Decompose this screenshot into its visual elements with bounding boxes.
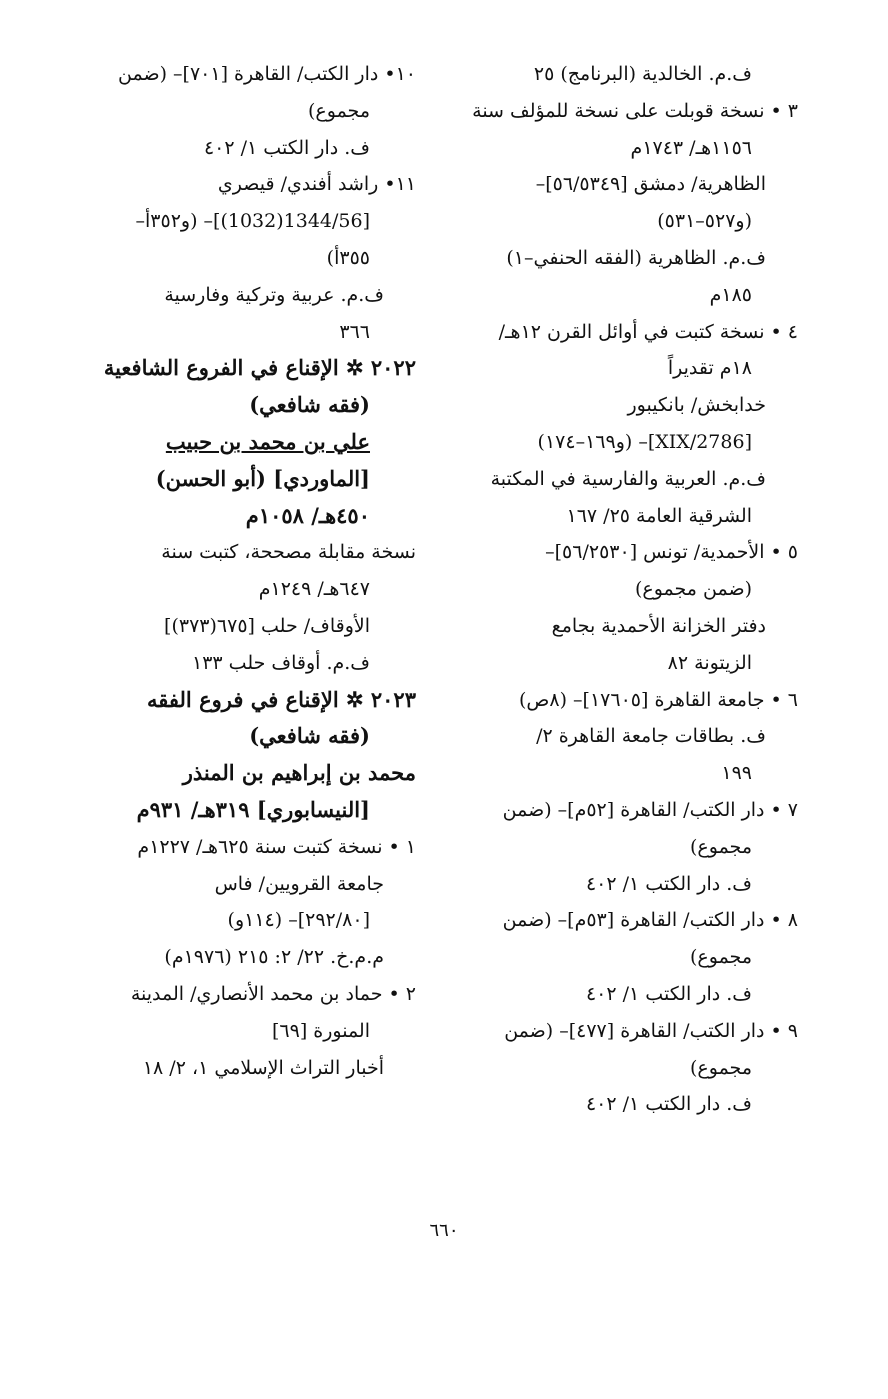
text-line: المنورة [٦٩] (271, 1019, 370, 1042)
text-line: ٣٦٦ (339, 320, 370, 343)
text-line: ١٨م تقديراً (667, 357, 752, 380)
text-line: [٢٩٢/٨٠]– (١١٤و) (227, 909, 370, 932)
text-line: ٨ • دار الكتب/ القاهرة [٥٣م]– (ضمن (502, 909, 798, 932)
entry-heading-line: (فقه شافعي) (249, 723, 370, 749)
entry-heading-line: [الماوردي] (أبو الحسن) (155, 465, 370, 491)
text-line: دفتر الخزانة الأحمدية بجامع (551, 614, 766, 637)
right-column (420, 56, 798, 1123)
text-line: (ضمن مجموع) (634, 578, 752, 601)
text-line: الزيتونة ٨٢ (667, 651, 752, 674)
text-line: أخبار التراث الإسلامي ١، ٢/ ١٨ (142, 1056, 384, 1079)
text-line: ف.م. الخالدية (البرنامج) ٢٥ (533, 63, 752, 85)
text-line: (و٥٢٧–٥٣١) (657, 210, 752, 233)
text-line: الشرقية العامة ٢٥/ ١٦٧ (566, 504, 752, 527)
text-line: ١١• راشد أفندي/ قيصري (217, 173, 416, 196)
text-line: مجموع) (690, 946, 752, 969)
text-line: ١٨٥م (709, 283, 752, 306)
text-line: ف. دار الكتب ١/ ٤٠٢ (203, 136, 370, 159)
entry-heading-line: (فقه شافعي) (249, 392, 370, 418)
text-line: ٥ • الأحمدية/ تونس [٥٦/٢٥٣٠]– (545, 541, 798, 564)
entry-heading-line: ٤٥٠هـ/ ١٠٥٨م (245, 502, 370, 528)
text-line: ٦ • جامعة القاهرة [١٧٦٠٥]– (٨ص) (518, 688, 798, 711)
entry-heading-line: [النيسابوري] ٣١٩هـ/ ٩٣١م (136, 796, 370, 822)
text-line: الظاهرية/ دمشق [٥٦/٥٣٤٩]– (535, 173, 766, 196)
text-line: [2786/XIX]– (و١٦٩–١٧٤) (537, 430, 752, 453)
text-line: مجموع) (690, 835, 752, 858)
entry-heading-line: علي بن محمد بن حبيب (165, 428, 370, 454)
text-line: الأوقاف/ حلب [٦٧٥(٣٧٣)] (164, 614, 370, 637)
text-line: ف. دار الكتب ١/ ٤٠٢ (585, 982, 752, 1005)
text-line: مجموع) (308, 99, 370, 122)
text-line: ف.م. الظاهرية (الفقه الحنفي–١) (506, 246, 766, 269)
entry-heading-line: ٢٠٢٣ ✲ الإقناع في فروع الفقه (147, 686, 416, 712)
entry-heading-line: ٢٠٢٢ ✲ الإقناع في الفروع الشافعية (103, 355, 416, 381)
text-line: ف.م. العربية والفارسية في المكتبة (490, 467, 766, 490)
text-line: ف. دار الكتب ١/ ٤٠٢ (585, 1093, 752, 1116)
text-line: ف. دار الكتب ١/ ٤٠٢ (585, 872, 752, 895)
text-line: م.م.خ. ٢٢/ ٢: ٢١٥ (١٩٧٦م) (164, 946, 384, 969)
text-line: ٣٥٥أ) (326, 246, 370, 269)
text-line: ١١٥٦هـ/ ١٧٤٣م (630, 136, 752, 159)
text-line: ٩ • دار الكتب/ القاهرة [٤٧٧]– (ضمن (504, 1019, 798, 1042)
text-line: ١٠• دار الكتب/ القاهرة [٧٠١]– (ضمن (118, 63, 416, 85)
left-column (70, 56, 416, 1086)
text-line: ٣ • نسخة قوبلت على نسخة للمؤلف سنة (472, 99, 798, 122)
text-line: ف.م. أوقاف حلب ١٣٣ (192, 651, 370, 674)
text-line: ٧ • دار الكتب/ القاهرة [٥٢م]– (ضمن (502, 798, 798, 821)
text-line: [1344/56(1032)]– (و٣٥٢أ– (135, 210, 370, 233)
text-line: مجموع) (690, 1056, 752, 1079)
text-line: ٦٤٧هـ/ ١٢٤٩م (258, 578, 370, 601)
entry-heading-line: محمد بن إبراهيم بن المنذر (182, 760, 416, 786)
text-line: نسخة مقابلة مصححة، كتبت سنة (161, 541, 416, 564)
text-line: ١٩٩ (721, 762, 752, 785)
text-line: ١ • نسخة كتبت سنة ٦٢٥هـ/ ١٢٢٧م (137, 835, 416, 858)
text-line: جامعة القرويين/ فاس (214, 872, 384, 895)
text-line: ف.م. عربية وتركية وفارسية (164, 283, 384, 306)
text-line: ٤ • نسخة كتبت في أوائل القرن ١٢هـ/ (498, 320, 798, 343)
text-line: ف. بطاقات جامعة القاهرة ٢/ (536, 725, 766, 748)
text-line: خدابخش/ بانكيبور (627, 394, 766, 417)
page-number: ٦٦٠ (429, 1220, 459, 1241)
text-line: ٢ • حماد بن محمد الأنصاري/ المدينة (130, 982, 416, 1005)
